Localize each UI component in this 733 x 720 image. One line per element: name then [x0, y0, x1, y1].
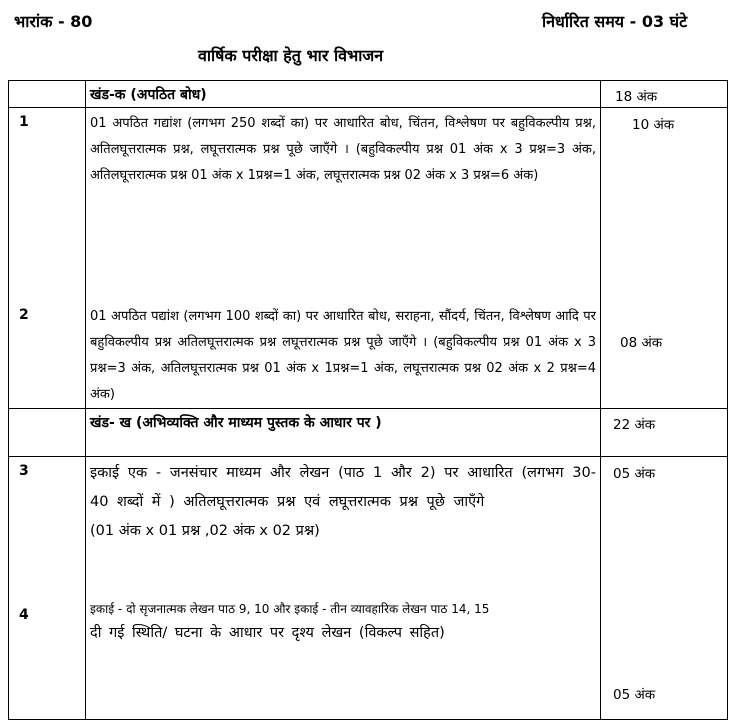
question-number-cell — [9, 108, 86, 409]
question-text: इकाई - दो सृजनात्मक लेखन पाठ 9, 10 और इकाई - तीन व्यावहारिक लेखन पाठ 14, 15 — [90, 602, 490, 616]
section-title: खंड-क (अपठित बोध) — [90, 87, 207, 103]
table-row — [9, 457, 728, 720]
question-text: 01 अपठित पद्यांश (लगभग 100 शब्दों का) पर आधारित बोध, सराहना, सौंदर्य, चिंतन, विश्लेषण आदि पर बहुविकल्पीय प्रश्न अतिलघूत्तरात्मक प्रश्न लघूत्तरात्मक प्रश्न पूछे जाएँगे । (बहुविकल्पीय प्रश्न 01 अंक x 3 प्रश्न=3 अंक, अतिलघूत्तरात्मक प्रश्न 01 अंक x 1प्रश्न=1 अंक, लघूत्तरात्मक प्रश्न 02 अंक x 2 प्रश्न=4 अंक) — [90, 309, 596, 402]
question-text-cell — [86, 457, 601, 720]
table-row — [9, 108, 728, 409]
section-header-row — [9, 409, 728, 457]
max-marks-heading: भारांक - 80 — [14, 12, 93, 31]
question-number: 3 — [19, 463, 29, 479]
question-number: 2 — [19, 307, 29, 323]
question-marks: 08 अंक — [620, 335, 663, 351]
section-marks-cell — [601, 409, 728, 457]
section-marks-cell — [601, 81, 728, 108]
question-text: इकाई एक - जनसंचार माध्यम और लेखन (पाठ 1 और 2) पर आधारित (लगभग 30-40 शब्दों में ) अतिलघूत्तरात्मक प्रश्न एवं लघूत्तरात्मक प्रश्न पूछे जाएँगे — [90, 465, 596, 510]
question-marks: 10 अंक — [632, 117, 675, 133]
question-number: 4 — [19, 607, 29, 623]
section-marks: 22 अंक — [613, 417, 656, 433]
table-cell — [9, 409, 86, 457]
question-number-cell — [9, 457, 86, 720]
question-subtext: (01 अंक x 01 प्रश्न ,02 अंक x 02 प्रश्न) — [90, 523, 320, 539]
marks-distribution-table — [8, 80, 728, 720]
section-header-row — [9, 81, 728, 108]
question-marks-cell — [601, 457, 728, 720]
question-subtext: दी गई स्थिति/ घटना के आधार पर दृश्य लेखन (विकल्प सहित) — [90, 625, 445, 641]
question-text-cell — [86, 108, 601, 409]
document-subtitle: वार्षिक परीक्षा हेतु भार विभाजन — [198, 46, 384, 65]
question-marks-cell — [601, 108, 728, 409]
table-cell — [9, 81, 86, 108]
section-title-cell — [86, 409, 601, 457]
section-title: खंड- ख (अभिव्यक्ति और माध्यम पुस्तक के आधार पर ) — [90, 415, 382, 431]
section-title-cell — [86, 81, 601, 108]
section-marks: 18 अंक — [615, 89, 658, 105]
question-text: 01 अपठित गद्यांश (लगभग 250 शब्दों का) पर आधारित बोध, चिंतन, विश्लेषण पर बहुविकल्पीय प्रश्न, अतिलघूत्तरात्मक प्रश्न, लघूत्तरात्मक प्रश्न पूछे जाएँगे । (बहुविकल्पीय प्रश्न 01 अंक x 3 प्रश्न=3 अंक, अतिलघूत्तरात्मक प्रश्न 01 अंक x 1प्रश्न=1 अंक, लघूत्तरात्मक प्रश्न 02 अंक x 3 प्रश्न=6 अंक) — [90, 116, 596, 183]
question-marks: 05 अंक — [613, 466, 656, 482]
question-marks: 05 अंक — [613, 687, 656, 703]
question-number: 1 — [19, 114, 29, 130]
time-heading: निर्धारित समय - 03 घंटे — [542, 12, 688, 31]
